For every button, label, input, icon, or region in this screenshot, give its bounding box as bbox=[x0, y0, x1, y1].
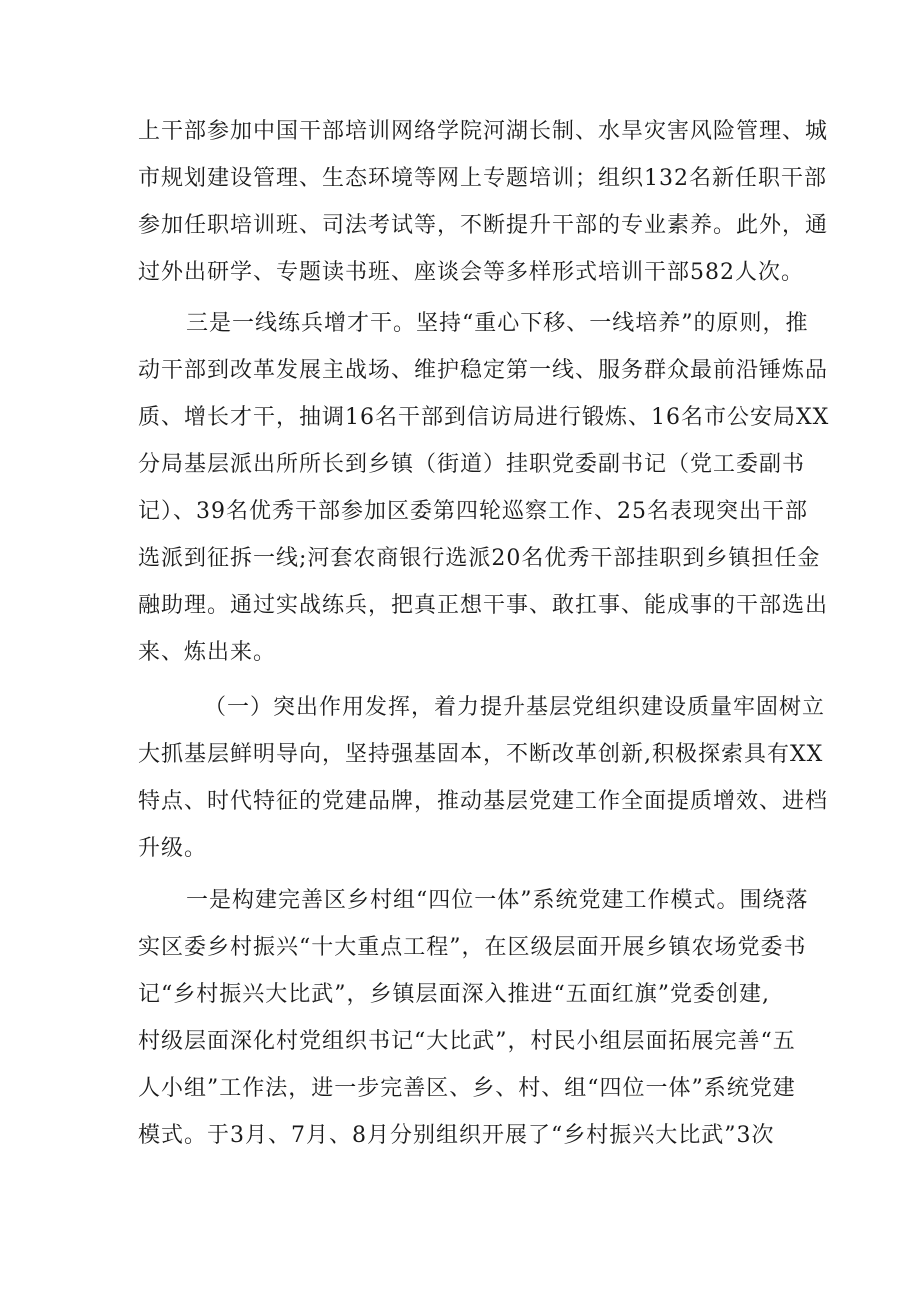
paragraph-line: 实区委乡村振兴“十大重点工程”，在区级层面开展乡镇农场党委书 bbox=[138, 935, 807, 960]
paragraph-line: 参加任职培训班、司法考试等，不断提升干部的专业素养。此外，通 bbox=[138, 213, 829, 238]
paragraph-line: 来、炼出来。 bbox=[138, 640, 277, 665]
paragraph-line: （一）突出作用发挥，着力提升基层党组织建设质量牢固树立 bbox=[204, 695, 826, 720]
paragraph-line: 记“乡村振兴大比武”，乡镇层面深入推进“五面红旗”党委创建, bbox=[138, 982, 770, 1007]
paragraph-line: 市规划建设管理、生态环境等网上专题培训；组织132名新任职干部 bbox=[138, 166, 827, 191]
paragraph-1 bbox=[138, 108, 829, 296]
paragraph-line: 模式。于3月、7月、8月分别组织开展了“乡村振兴大比武”3次 bbox=[138, 1123, 775, 1148]
paragraph-line: 上干部参加中国干部培训网络学院河湖长制、水旱灾害风险管理、城 bbox=[138, 119, 829, 144]
paragraph-line: 三是一线练兵增才干。坚持“重心下移、一线培养”的原则，推 bbox=[186, 311, 809, 336]
paragraph-line: 特点、时代特征的党建品牌，推动基层党建工作全面提质增效、进档 bbox=[138, 789, 829, 814]
paragraph-2 bbox=[138, 300, 830, 676]
paragraph-line: 融助理。通过实战练兵，把真正想干事、敢扛事、能成事的干部选出 bbox=[138, 593, 829, 618]
paragraph-line: 村级层面深化村党组织书记“大比武”，村民小组层面拓展完善“五 bbox=[138, 1029, 796, 1054]
paragraph-3 bbox=[138, 684, 829, 872]
paragraph-line: 人小组”工作法，进一步完善区、乡、村、组“四位一体”系统党建 bbox=[138, 1076, 796, 1101]
paragraph-line: 动干部到改革发展主战场、维护稳定第一线、服务群众最前沿锤炼品 bbox=[138, 358, 829, 383]
paragraph-line: 升级。 bbox=[138, 836, 208, 861]
paragraph-line: 大抓基层鲜明导向，坚持强基固本，不断改革创新,积极探索具有XX bbox=[138, 742, 824, 767]
paragraph-line: 选派到征拆一线;河套农商银行选派20名优秀干部挂职到乡镇担任金 bbox=[138, 546, 821, 571]
paragraph-line: 过外出研学、专题读书班、座谈会等多样形式培训干部582人次。 bbox=[138, 260, 804, 285]
paragraph-line: 记）、39名优秀干部参加区委第四轮巡察工作、25名表现突出干部 bbox=[138, 499, 808, 524]
paragraph-line: 分局基层派出所所长到乡镇（街道）挂职党委副书记（党工委副书 bbox=[138, 452, 806, 477]
paragraph-line: 质、增长才干，抽调16名干部到信访局进行锻炼、16名市公安局XX bbox=[138, 405, 830, 430]
paragraph-4 bbox=[138, 877, 809, 1159]
paragraph-line: 一是构建完善区乡村组“四位一体”系统党建工作模式。围绕落 bbox=[186, 888, 809, 913]
